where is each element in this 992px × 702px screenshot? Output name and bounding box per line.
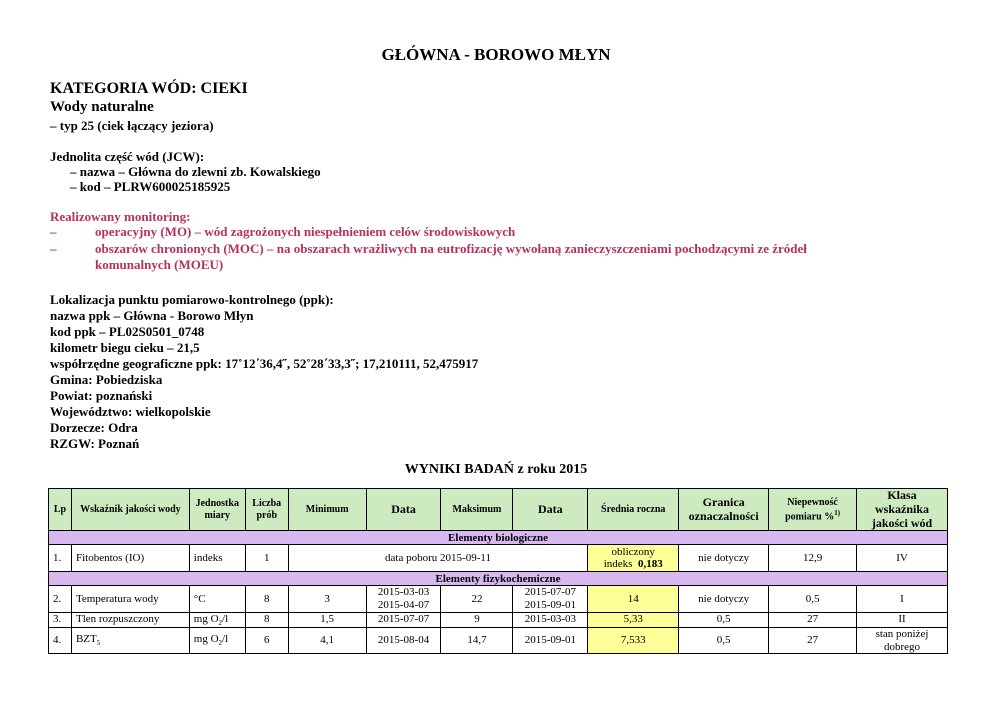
jcw-heading: Jednolita część wód (JCW): <box>50 149 205 164</box>
location-gmina: Gmina: Pobiedziska <box>50 372 163 387</box>
location-woj: Województwo: wielkopolskie <box>50 404 211 419</box>
row1-name: Fitobentos (IO) <box>71 545 189 572</box>
col-max: Maksimum <box>441 489 513 531</box>
row2-name: Temperatura wody <box>71 586 189 612</box>
location-code: kod ppk – PL02S0501_0748 <box>50 324 205 339</box>
results-title: WYNIKI BADAŃ z roku 2015 <box>404 462 588 477</box>
row2-avg: 14 <box>588 586 679 612</box>
row4-unit-sub: 2 <box>218 639 223 648</box>
row2-uncert: 0,5 <box>769 586 857 612</box>
col-count: Liczba prób <box>245 489 288 531</box>
col-lp: Lp <box>49 489 72 531</box>
row2-date-min-a: 2015-03-03 <box>377 586 430 599</box>
row4-unit-pre: mg O <box>193 633 219 646</box>
row4-class-line2: dobrego <box>883 640 921 653</box>
col-uncert <box>769 489 857 531</box>
row3-date-min: 2015-07-07 <box>366 612 441 627</box>
row4-max: 14,7 <box>441 627 513 653</box>
row4-class-line1: stan poniżej <box>875 627 929 640</box>
row4-class <box>857 627 948 653</box>
monitoring-item-moc: obszarów chronionych (MOC) – na obszarach wrażliwych na eutrofizację wywołaną zanieczyszczeniami pochodzącymi ze źródeł <box>95 241 807 256</box>
row4-limit: 0,5 <box>679 627 769 653</box>
row2-class: I <box>857 586 948 612</box>
row1-count: 1 <box>245 545 288 572</box>
location-rzgw: RZGW: Poznań <box>50 436 140 451</box>
row3-name: Tlen rozpuszczony <box>71 612 189 627</box>
jcw-code: – kod – PLRW600025185925 <box>70 179 231 194</box>
col-class: Klasa wskaźnika jakości wód <box>857 489 948 531</box>
row2-date-min-b: 2015-04-07 <box>377 599 430 612</box>
jcw-name: – nazwa – Główna do zlewni zb. Kowalskiego <box>70 164 321 179</box>
row2-min: 3 <box>288 586 366 612</box>
row4-min: 4,1 <box>288 627 366 653</box>
row1-avg <box>588 545 679 572</box>
monitoring-item-moc-cont: komunalnych (MOEU) <box>95 257 224 272</box>
monitoring-dash-1: – <box>50 224 57 239</box>
monitoring-heading: Realizowany monitoring: <box>50 209 191 224</box>
row2-max: 22 <box>441 586 513 612</box>
row4-lp: 4. <box>49 627 72 653</box>
col-avg: Średnia roczna <box>588 489 679 531</box>
category-type: – typ 25 (ciek łączący jeziora) <box>50 118 214 133</box>
row2-date-max <box>513 586 588 612</box>
row4-name-sub: 5 <box>96 639 101 648</box>
col-uncert-footnote: 1) <box>834 508 841 517</box>
row2-lp: 2. <box>49 586 72 612</box>
table-row <box>49 586 948 612</box>
row2-limit: nie dotyczy <box>679 586 769 612</box>
col-min: Minimum <box>288 489 366 531</box>
location-coords: współrzędne geograficzne ppk: 17˚12΄36,4˝, 52˚28΄33,3˝; 17,210111, 52,475917 <box>50 356 479 371</box>
table-row <box>49 627 948 653</box>
row3-max: 9 <box>441 612 513 627</box>
row3-class: II <box>857 612 948 627</box>
row1-avg-line1: obliczony <box>611 545 655 558</box>
row3-limit: 0,5 <box>679 612 769 627</box>
row4-name <box>71 627 189 653</box>
row4-unit <box>189 627 245 653</box>
table-row <box>49 612 948 627</box>
section-row-bio <box>49 531 948 545</box>
col-uncert-label: Niepewność pomiaru % <box>785 497 838 522</box>
table-header-row <box>49 489 948 531</box>
location-dorzecze: Dorzecze: Odra <box>50 420 138 435</box>
row3-date-max: 2015-03-03 <box>513 612 588 627</box>
row2-date-max-b: 2015-09-01 <box>524 599 577 612</box>
table-row <box>49 545 948 572</box>
row4-unit-post: /l <box>222 633 229 646</box>
location-name: nazwa ppk – Główna - Borowo Młyn <box>50 308 254 323</box>
row4-avg: 7,533 <box>588 627 679 653</box>
row3-unit <box>189 612 245 627</box>
location-powiat: Powiat: poznański <box>50 388 153 403</box>
page-title: GŁÓWNA - BOROWO MŁYN <box>381 45 611 64</box>
monitoring-item-mo: operacyjny (MO) – wód zagrożonych niespełnieniem celów środowiskowych <box>95 224 516 239</box>
results-table <box>48 488 948 654</box>
section-row-phys <box>49 572 948 586</box>
row4-date-min: 2015-08-04 <box>366 627 441 653</box>
category-heading: KATEGORIA WÓD: CIEKI <box>50 80 248 97</box>
section-bio: Elementy biologiczne <box>49 531 948 545</box>
row3-avg: 5,33 <box>588 612 679 627</box>
row3-lp: 3. <box>49 612 72 627</box>
row1-class: IV <box>857 545 948 572</box>
category-natural: Wody naturalne <box>50 99 154 115</box>
col-unit: Jednostka miary <box>189 489 245 531</box>
row1-uncert: 12,9 <box>769 545 857 572</box>
row1-avg-value: 0,183 <box>637 558 663 571</box>
row3-unit-pre: mg O <box>193 612 219 625</box>
row1-date-span: data poboru 2015-09-11 <box>288 545 588 572</box>
location-km: kilometr biegu cieku – 21,5 <box>50 340 200 355</box>
row1-avg-label: indeks <box>603 558 633 571</box>
col-limit: Granica oznaczalności <box>679 489 769 531</box>
row2-unit: °C <box>189 586 245 612</box>
row1-unit: indeks <box>189 545 245 572</box>
row1-avg-line2 <box>590 558 676 571</box>
row4-count: 6 <box>245 627 288 653</box>
row2-date-min <box>366 586 441 612</box>
row3-uncert: 27 <box>769 612 857 627</box>
row2-date-max-a: 2015-07-07 <box>524 586 577 599</box>
row3-unit-post: /l <box>222 612 229 625</box>
row1-lp: 1. <box>49 545 72 572</box>
col-date-min: Data <box>366 489 441 531</box>
section-phys: Elementy fizykochemiczne <box>49 572 948 586</box>
location-heading: Lokalizacja punktu pomiarowo-kontrolnego (ppk): <box>50 292 334 307</box>
row4-uncert: 27 <box>769 627 857 653</box>
row3-min: 1,5 <box>288 612 366 627</box>
row3-unit-sub: 2 <box>218 618 223 627</box>
row3-count: 8 <box>245 612 288 627</box>
col-indicator: Wskaźnik jakości wody <box>71 489 189 531</box>
monitoring-dash-2: – <box>50 241 57 256</box>
row4-name-pre: BZT <box>75 633 97 646</box>
row4-date-max: 2015-09-01 <box>513 627 588 653</box>
row2-count: 8 <box>245 586 288 612</box>
row1-limit: nie dotyczy <box>679 545 769 572</box>
col-date-max: Data <box>513 489 588 531</box>
